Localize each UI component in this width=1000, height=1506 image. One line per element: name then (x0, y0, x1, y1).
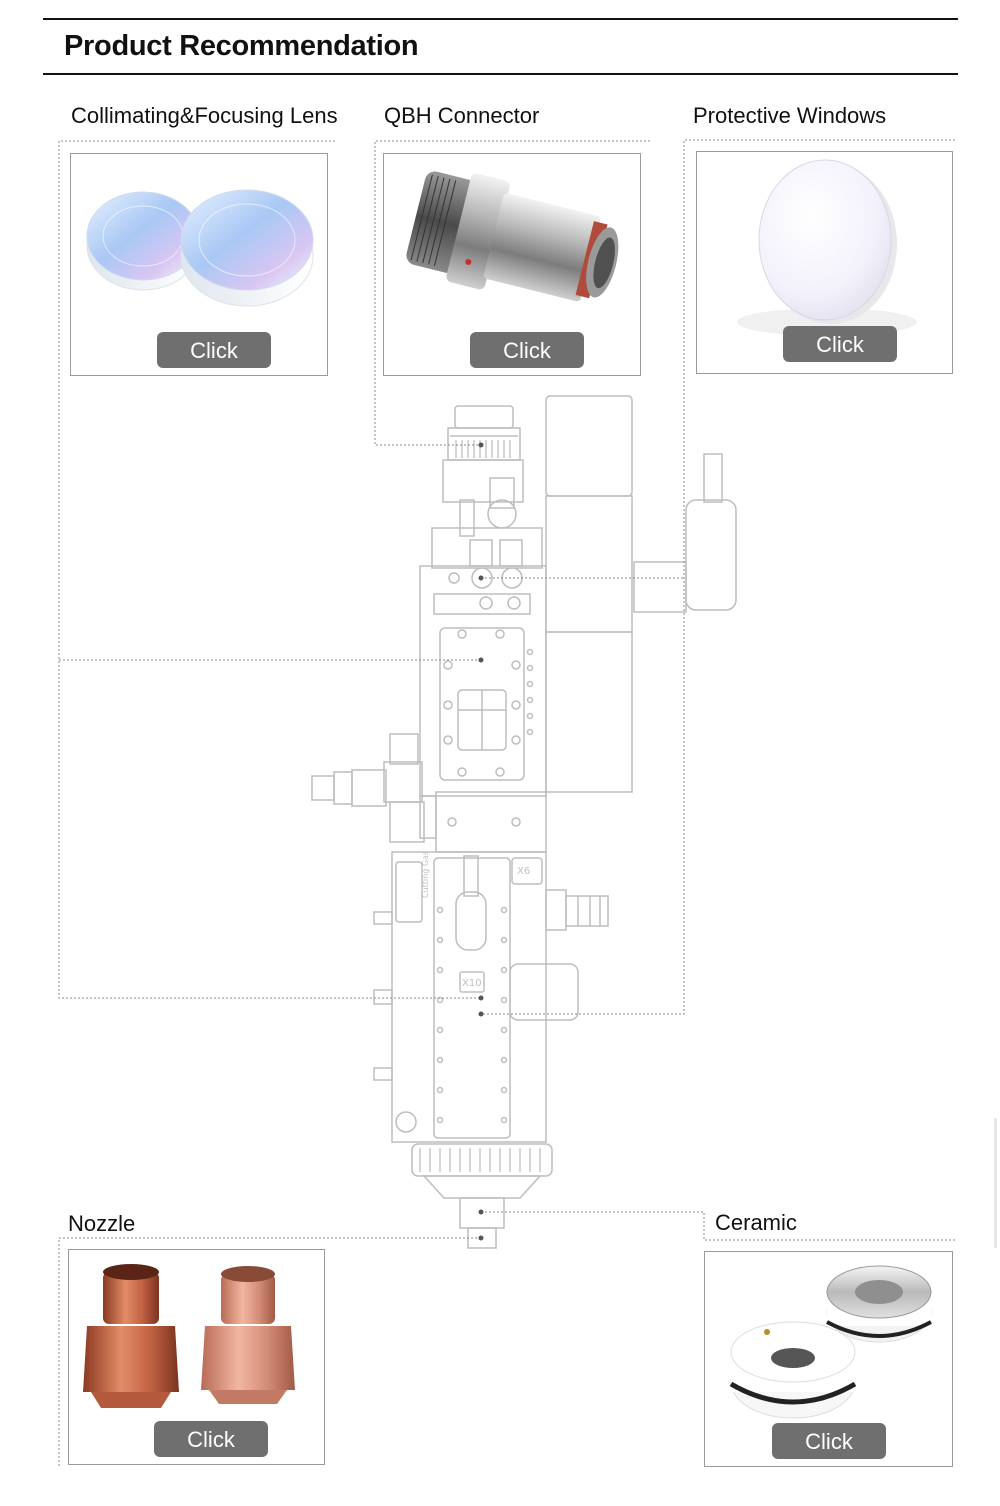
product-label-windows: Protective Windows (693, 103, 887, 128)
ceramic-click-button[interactable]: Click (772, 1423, 886, 1459)
product-label-qbh: QBH Connector (384, 103, 540, 128)
nozzle-click-button[interactable]: Click (154, 1421, 268, 1457)
scroll-edge-mark (994, 1118, 997, 1248)
diagram-side-text: Cutting Gas (421, 850, 430, 898)
qbh-click-button[interactable]: Click (470, 332, 584, 368)
product-card-windows[interactable] (696, 151, 953, 374)
product-label-lens: Collimating&Focusing Lens (71, 103, 338, 128)
product-card-nozzle[interactable] (68, 1249, 325, 1465)
page-title: Product Recommendation (64, 30, 419, 62)
product-card-qbh[interactable] (383, 153, 641, 376)
windows-click-button[interactable]: Click (783, 326, 897, 362)
lens-click-button[interactable]: Click (157, 332, 271, 368)
product-card-lens[interactable] (70, 153, 328, 376)
product-label-nozzle: Nozzle (68, 1211, 136, 1236)
product-card-ceramic[interactable] (704, 1251, 953, 1467)
product-label-ceramic: Ceramic (715, 1210, 797, 1235)
diagram-label-x6: X6 (517, 866, 531, 877)
diagram-label-x10: X10 (462, 978, 482, 989)
